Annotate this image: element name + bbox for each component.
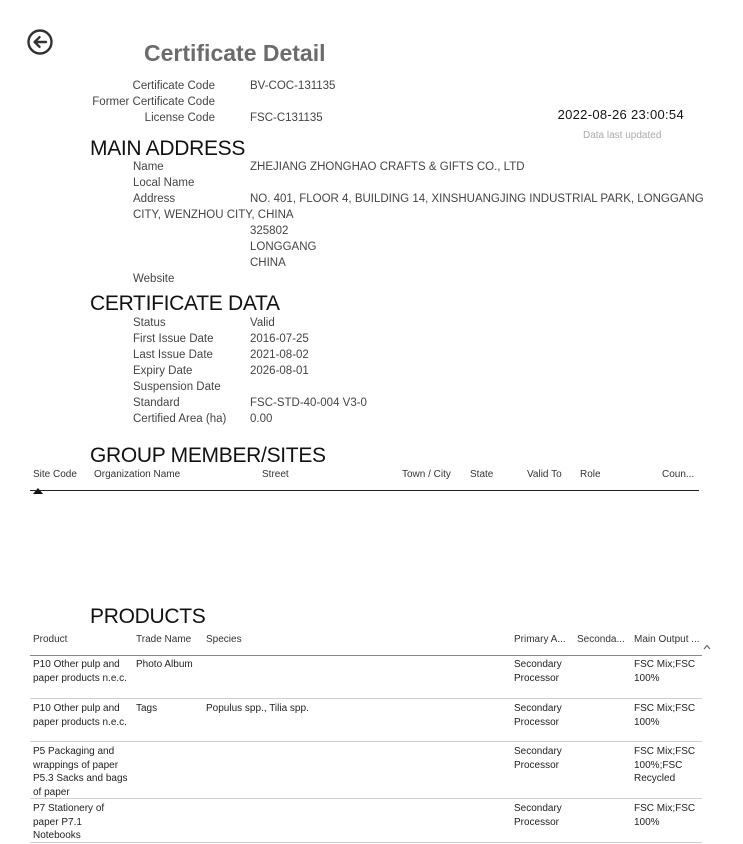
- main-address-heading: MAIN ADDRESS: [90, 137, 246, 160]
- products-header-divider: [30, 655, 702, 656]
- sites-col-town-city[interactable]: Town / City: [402, 469, 451, 480]
- address-line-2: CITY, WENZHOU CITY, CHINA: [133, 209, 294, 221]
- sites-col-valid-to[interactable]: Valid To: [527, 469, 562, 480]
- certificate-data-heading: CERTIFICATE DATA: [90, 292, 280, 315]
- status-value: Valid: [250, 317, 275, 329]
- expiry-date-label: Expiry Date: [133, 365, 193, 377]
- back-arrow-icon: [27, 29, 53, 55]
- address-line-1: NO. 401, FLOOR 4, BUILDING 14, XINSHUANGJING INDUSTRIAL PARK, LONGGANG: [250, 193, 704, 205]
- license-code-label: License Code: [144, 112, 215, 124]
- products-col-product[interactable]: Product: [33, 634, 68, 645]
- sites-col-site-code[interactable]: Site Code: [33, 469, 77, 480]
- products-col-primary-activity[interactable]: Primary A...: [514, 634, 566, 645]
- product-row-4-product: P7 Stationery of paper P7.1 Notebooks: [33, 803, 105, 842]
- suspension-date-label: Suspension Date: [133, 381, 221, 393]
- scroll-up-icon[interactable]: [703, 637, 711, 643]
- sites-col-state[interactable]: State: [470, 469, 494, 480]
- page-title: Certificate Detail: [144, 40, 326, 66]
- product-row-3-primary: Secondary Processor: [514, 746, 562, 771]
- certificate-code-label: Certificate Code: [132, 80, 215, 92]
- standard-value: FSC-STD-40-004 V3-0: [250, 397, 367, 409]
- sort-ascending-icon: [33, 481, 43, 487]
- products-col-main-output[interactable]: Main Output ...: [634, 634, 700, 645]
- products-col-species[interactable]: Species: [206, 634, 242, 645]
- product-row-divider: [30, 798, 702, 799]
- former-certificate-code-label: Former Certificate Code: [92, 96, 215, 108]
- certified-area-label: Certified Area (ha): [133, 413, 227, 425]
- last-updated-timestamp: 2022-08-26 23:00:54: [557, 107, 684, 122]
- product-row-4-main-output: FSC Mix;FSC 100%: [634, 803, 696, 828]
- address-label: Address: [133, 193, 176, 205]
- products-col-trade-name[interactable]: Trade Name: [136, 634, 192, 645]
- company-name: ZHEJIANG ZHONGHAO CRAFTS & GIFTS CO., LTD: [250, 161, 525, 173]
- product-row-2-product: P10 Other pulp and paper products n.e.c.: [33, 703, 127, 728]
- certified-area-value: 0.00: [250, 413, 273, 425]
- expiry-date-value: 2026-08-01: [250, 365, 309, 377]
- product-row-3-product: P5 Packaging and wrappings of paper P5.3 Sacks and bags of paper: [33, 746, 128, 798]
- last-issue-date-value: 2021-08-02: [250, 349, 309, 361]
- products-col-secondary-activity[interactable]: Seconda...: [577, 634, 625, 645]
- product-row-2-species: Populus spp., Tilia spp.: [206, 703, 309, 714]
- first-issue-date-label: First Issue Date: [133, 333, 214, 345]
- products-heading: PRODUCTS: [90, 605, 206, 628]
- product-row-divider: [30, 698, 702, 699]
- city: LONGGANG: [250, 241, 317, 253]
- sites-col-country[interactable]: Coun...: [662, 469, 695, 480]
- sites-col-role[interactable]: Role: [580, 469, 601, 480]
- product-row-2-main-output: FSC Mix;FSC 100%: [634, 703, 696, 728]
- name-label: Name: [133, 161, 164, 173]
- local-name-label: Local Name: [133, 177, 195, 189]
- product-row-2-trade-name: Tags: [136, 703, 158, 714]
- product-row-1-primary: Secondary Processor: [514, 659, 562, 684]
- postal-code: 325802: [250, 225, 289, 237]
- license-code-value: FSC-C131135: [250, 112, 323, 124]
- product-row-divider: [30, 842, 702, 843]
- product-row-2-primary: Secondary Processor: [514, 703, 562, 728]
- last-updated-caption: Data last updated: [583, 130, 662, 141]
- product-row-1-main-output: FSC Mix;FSC 100%: [634, 659, 696, 684]
- product-row-1-product: P10 Other pulp and paper products n.e.c.: [33, 659, 127, 684]
- product-row-1-trade-name: Photo Album: [136, 659, 193, 670]
- status-label: Status: [133, 317, 166, 329]
- sites-col-organization-name[interactable]: Organization Name: [94, 469, 181, 480]
- standard-label: Standard: [133, 397, 180, 409]
- product-row-3-main-output: FSC Mix;FSC 100%;FSC Recycled: [634, 746, 696, 785]
- sites-header-divider: [30, 490, 699, 491]
- back-button[interactable]: [27, 29, 53, 55]
- first-issue-date-value: 2016-07-25: [250, 333, 309, 345]
- website-label: Website: [133, 273, 175, 285]
- product-row-4-primary: Secondary Processor: [514, 803, 562, 828]
- last-issue-date-label: Last Issue Date: [133, 349, 213, 361]
- certificate-code-value: BV-COC-131135: [250, 80, 336, 92]
- sites-col-street[interactable]: Street: [262, 469, 289, 480]
- product-row-divider: [30, 741, 702, 742]
- country: CHINA: [250, 257, 286, 269]
- group-sites-heading: GROUP MEMBER/SITES: [90, 444, 326, 467]
